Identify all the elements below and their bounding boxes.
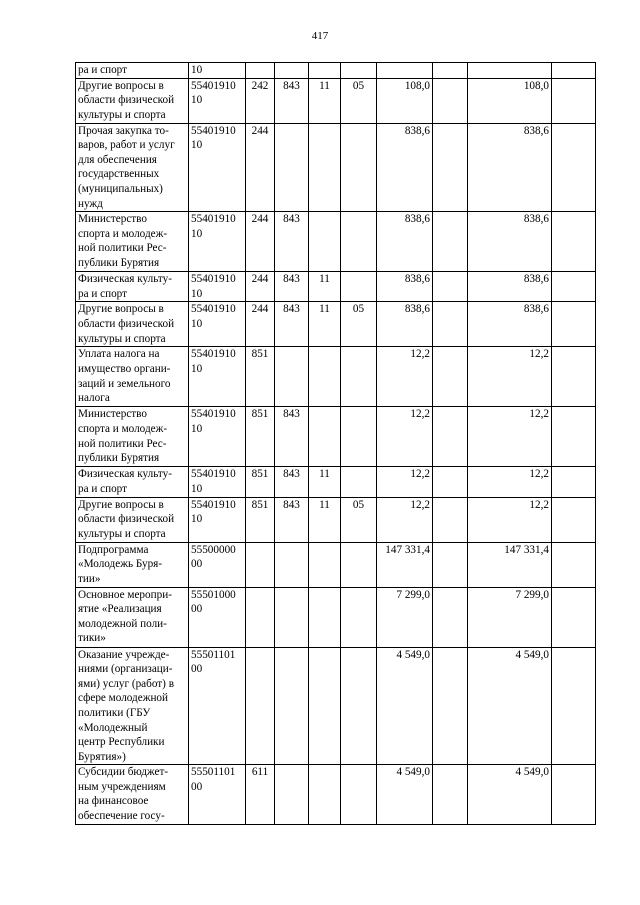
table-row [76, 587, 596, 647]
cell-subsection [341, 347, 377, 407]
cell-empty [433, 272, 468, 302]
cell-administrator: 843 [275, 302, 309, 347]
cell-target-code: 55401910 10 [189, 497, 246, 542]
cell-target-code: 55501000 00 [189, 587, 246, 647]
cell-expense-type: 851 [246, 347, 275, 407]
table-row [76, 347, 596, 407]
cell-subsection [341, 587, 377, 647]
cell-section: 11 [309, 497, 341, 542]
cell-target-code: 55401910 10 [189, 78, 246, 123]
cell-name: Подпрограмма «Молодежь Буря- тии» [76, 542, 189, 587]
cell-section [309, 587, 341, 647]
cell-amount: 12,2 [377, 467, 433, 497]
cell-expense-type [246, 647, 275, 765]
table-row [76, 302, 596, 347]
cell-amount-total: 838,6 [468, 302, 552, 347]
table-row [76, 765, 596, 824]
cell-section [309, 123, 341, 212]
cell-empty [552, 212, 596, 272]
cell-amount: 838,6 [377, 302, 433, 347]
cell-expense-type [246, 587, 275, 647]
cell-section [309, 347, 341, 407]
table-row [76, 63, 596, 79]
cell-expense-type: 244 [246, 272, 275, 302]
cell-amount-total: 147 331,4 [468, 542, 552, 587]
cell-amount: 4 549,0 [377, 647, 433, 765]
cell-expense-type [246, 63, 275, 79]
cell-subsection: 05 [341, 497, 377, 542]
cell-section [309, 407, 341, 467]
table-row [76, 272, 596, 302]
cell-administrator: 843 [275, 78, 309, 123]
cell-name: Субсидии бюджет- ным учреждениям на финансовое обеспечение госу- [76, 765, 189, 824]
cell-empty [552, 347, 596, 407]
cell-name: Другие вопросы в области физической культуры и спорта [76, 78, 189, 123]
cell-administrator: 843 [275, 497, 309, 542]
cell-amount-total: 838,6 [468, 212, 552, 272]
cell-administrator [275, 347, 309, 407]
cell-empty [433, 212, 468, 272]
cell-target-code: 10 [189, 63, 246, 79]
cell-target-code: 55401910 10 [189, 272, 246, 302]
cell-target-code: 55401910 10 [189, 407, 246, 467]
table-body [76, 63, 596, 825]
cell-name: Оказание учрежде- ниями (организаци- ями) услуг (работ) в сфере молодежной политики (ГБУ «Молодежный центр Республики Бурятия») [76, 647, 189, 765]
cell-amount: 838,6 [377, 272, 433, 302]
table-row [76, 467, 596, 497]
cell-name: Министерство спорта и молодеж- ной политики Рес- публики Бурятия [76, 407, 189, 467]
page-number: 417 [311, 30, 329, 42]
cell-administrator [275, 647, 309, 765]
cell-expense-type: 611 [246, 765, 275, 824]
cell-expense-type: 242 [246, 78, 275, 123]
cell-section: 11 [309, 302, 341, 347]
cell-target-code: 55401910 10 [189, 467, 246, 497]
cell-administrator [275, 542, 309, 587]
cell-subsection: 05 [341, 78, 377, 123]
cell-name: Физическая культу- ра и спорт [76, 272, 189, 302]
cell-administrator [275, 765, 309, 824]
cell-amount: 147 331,4 [377, 542, 433, 587]
cell-empty [433, 63, 468, 79]
cell-target-code: 55501101 00 [189, 765, 246, 824]
cell-name: Основное меропри- ятие «Реализация молодежной поли- тики» [76, 587, 189, 647]
cell-subsection [341, 212, 377, 272]
cell-empty [433, 467, 468, 497]
cell-empty [552, 272, 596, 302]
cell-empty [433, 497, 468, 542]
cell-name: Уплата налога на имущество органи- заций и земельного налога [76, 347, 189, 407]
table-row [76, 407, 596, 467]
cell-section [309, 765, 341, 824]
cell-empty [552, 407, 596, 467]
cell-empty [552, 647, 596, 765]
cell-amount-total: 108,0 [468, 78, 552, 123]
cell-section [309, 647, 341, 765]
cell-empty [433, 123, 468, 212]
cell-section: 11 [309, 467, 341, 497]
cell-target-code: 55500000 00 [189, 542, 246, 587]
cell-name: Физическая культу- ра и спорт [76, 467, 189, 497]
cell-subsection [341, 123, 377, 212]
cell-empty [552, 63, 596, 79]
cell-empty [433, 347, 468, 407]
cell-subsection [341, 542, 377, 587]
cell-administrator: 843 [275, 407, 309, 467]
cell-name: Другие вопросы в области физической культуры и спорта [76, 302, 189, 347]
cell-empty [552, 123, 596, 212]
cell-expense-type: 244 [246, 302, 275, 347]
cell-expense-type: 244 [246, 123, 275, 212]
cell-amount-total: 12,2 [468, 347, 552, 407]
table-row [76, 212, 596, 272]
cell-amount: 12,2 [377, 407, 433, 467]
cell-section: 11 [309, 272, 341, 302]
cell-expense-type: 851 [246, 407, 275, 467]
cell-amount: 7 299,0 [377, 587, 433, 647]
table-row [76, 497, 596, 542]
cell-empty [552, 302, 596, 347]
cell-subsection [341, 272, 377, 302]
cell-expense-type: 851 [246, 467, 275, 497]
cell-amount-total: 838,6 [468, 123, 552, 212]
cell-section [309, 212, 341, 272]
cell-subsection: 05 [341, 302, 377, 347]
cell-subsection [341, 467, 377, 497]
cell-target-code: 55401910 10 [189, 347, 246, 407]
cell-empty [433, 587, 468, 647]
cell-expense-type [246, 542, 275, 587]
cell-subsection [341, 765, 377, 824]
cell-empty [552, 542, 596, 587]
cell-target-code: 55401910 10 [189, 123, 246, 212]
cell-amount: 12,2 [377, 497, 433, 542]
table-row [76, 647, 596, 765]
cell-target-code: 55401910 10 [189, 302, 246, 347]
budget-table [75, 62, 596, 825]
cell-administrator: 843 [275, 212, 309, 272]
cell-name: Другие вопросы в области физической культуры и спорта [76, 497, 189, 542]
cell-amount-total: 7 299,0 [468, 587, 552, 647]
cell-expense-type: 851 [246, 497, 275, 542]
cell-amount: 108,0 [377, 78, 433, 123]
cell-section [309, 542, 341, 587]
cell-subsection [341, 407, 377, 467]
cell-expense-type: 244 [246, 212, 275, 272]
cell-target-code: 55501101 00 [189, 647, 246, 765]
cell-empty [552, 587, 596, 647]
cell-name: ра и спорт [76, 63, 189, 79]
cell-section [309, 63, 341, 79]
cell-empty [552, 497, 596, 542]
cell-amount-total: 12,2 [468, 497, 552, 542]
table-row [76, 542, 596, 587]
cell-section: 11 [309, 78, 341, 123]
cell-empty [433, 407, 468, 467]
cell-empty [552, 467, 596, 497]
cell-amount: 4 549,0 [377, 765, 433, 824]
cell-empty [433, 78, 468, 123]
cell-amount: 838,6 [377, 123, 433, 212]
cell-empty [433, 765, 468, 824]
cell-administrator: 843 [275, 467, 309, 497]
cell-amount: 838,6 [377, 212, 433, 272]
cell-administrator [275, 123, 309, 212]
cell-amount-total: 12,2 [468, 407, 552, 467]
cell-amount-total: 4 549,0 [468, 647, 552, 765]
cell-empty [433, 302, 468, 347]
cell-target-code: 55401910 10 [189, 212, 246, 272]
cell-amount-total: 4 549,0 [468, 765, 552, 824]
cell-empty [433, 647, 468, 765]
table-row [76, 123, 596, 212]
cell-administrator [275, 63, 309, 79]
cell-name: Прочая закупка то- варов, работ и услуг для обеспечения государственных (муниципальных) нужд [76, 123, 189, 212]
table-row [76, 78, 596, 123]
cell-administrator [275, 587, 309, 647]
cell-subsection [341, 647, 377, 765]
cell-administrator: 843 [275, 272, 309, 302]
cell-empty [552, 765, 596, 824]
cell-empty [433, 542, 468, 587]
cell-amount-total [468, 63, 552, 79]
cell-name: Министерство спорта и молодеж- ной политики Рес- публики Бурятия [76, 212, 189, 272]
cell-subsection [341, 63, 377, 79]
cell-amount-total: 838,6 [468, 272, 552, 302]
cell-amount: 12,2 [377, 347, 433, 407]
cell-amount-total: 12,2 [468, 467, 552, 497]
cell-amount [377, 63, 433, 79]
cell-empty [552, 78, 596, 123]
